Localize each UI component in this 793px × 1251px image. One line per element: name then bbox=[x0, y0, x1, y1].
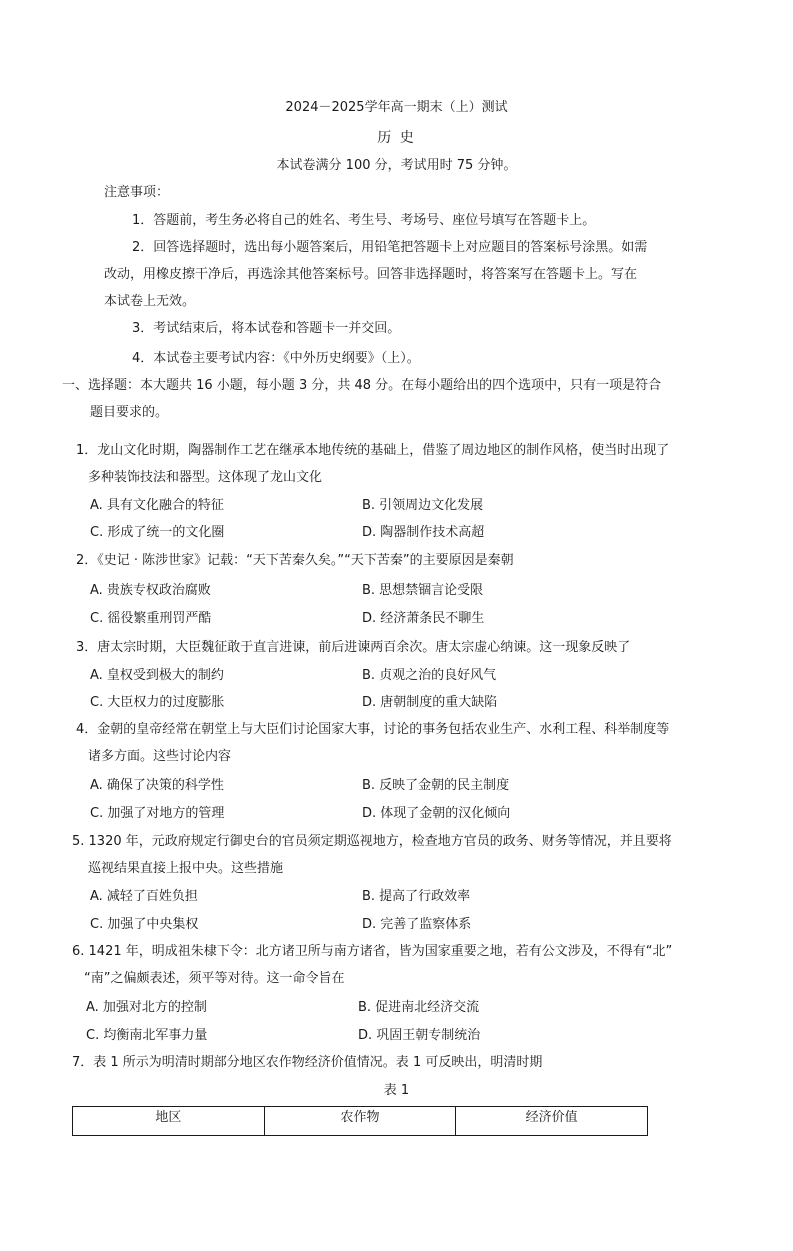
notice-heading: 注意事项： bbox=[104, 185, 170, 200]
question-6-option-c: C. 均衡南北军事力量 bbox=[86, 1028, 208, 1043]
question-1-stem: 1．龙山文化时期，陶器制作工艺在继承本地传统的基础上，借鉴了周边地区的制作风格，使当时出现了 bbox=[76, 443, 670, 458]
question-2-option-a: A. 贵族专权政治腐败 bbox=[90, 583, 211, 598]
question-2-stem: 2．《史记 · 陈涉世家》记载：“天下苦秦久矣。”“天下苦秦”的主要原因是秦朝 bbox=[76, 553, 514, 568]
question-1-option-c: C. 形成了统一的文化圈 bbox=[90, 525, 225, 540]
question-2-option-c: C. 徭役繁重刑罚严酷 bbox=[90, 611, 212, 626]
question-2-option-d: D. 经济萧条民不聊生 bbox=[362, 611, 485, 626]
subject-title: 历 史 bbox=[377, 130, 416, 146]
question-5-stem-cont: 巡视结果直接上报中央。这些措施 bbox=[88, 861, 284, 876]
question-3-option-b: B. 贞观之治的良好风气 bbox=[362, 668, 497, 683]
question-4-option-d: D. 体现了金朝的汉化倾向 bbox=[362, 806, 511, 821]
notice-item-2: 2．回答选择题时，选出每小题答案后，用铅笔把答题卡上对应题目的答案标号涂黑。如需 bbox=[132, 240, 648, 255]
question-5-stem: 5. 1320 年，元政府规定行御史台的官员须定期巡视地方，检查地方官员的政务、财务等情况，并且要将 bbox=[72, 834, 672, 849]
question-5-option-a: A. 减轻了百姓负担 bbox=[90, 889, 198, 904]
question-1-option-b: B. 引领周边文化发展 bbox=[362, 498, 484, 513]
question-5-option-c: C. 加强了中央集权 bbox=[90, 917, 199, 932]
question-6-option-d: D. 巩固王朝专制统治 bbox=[358, 1028, 481, 1043]
question-7-stem: 7．表 1 所示为明清时期部分地区农作物经济价值情况。表 1 可反映出，明清时期 bbox=[72, 1055, 543, 1070]
question-6-stem: 6. 1421 年，明成祖朱棣下令：北方诸卫所与南方诸省，皆为国家重要之地，若有公文涉及，不得有“北” bbox=[72, 944, 673, 959]
notice-item-2-cont: 改动，用橡皮擦干净后，再选涂其他答案标号。回答非选择题时，将答案写在答题卡上。写在 bbox=[104, 267, 638, 282]
question-3-option-c: C. 大臣权力的过度膨胀 bbox=[90, 695, 225, 710]
section-heading-cont: 题目要求的。 bbox=[90, 405, 169, 420]
section-heading: 一、选择题：本大题共 16 小题，每小题 3 分，共 48 分。在每小题给出的四个选项中，只有一项是符合 bbox=[62, 378, 662, 393]
question-4-stem: 4．金朝的皇帝经常在朝堂上与大臣们讨论国家大事，讨论的事务包括农业生产、水利工程、科举制度等 bbox=[76, 722, 670, 737]
question-4-option-b: B. 反映了金朝的民主制度 bbox=[362, 778, 510, 793]
crop-value-table bbox=[72, 1106, 648, 1136]
question-6-option-a: A. 加强对北方的控制 bbox=[86, 1000, 207, 1015]
question-1-option-a: A. 具有文化融合的特征 bbox=[90, 498, 224, 513]
exam-title: 2024－2025学年高一期末（上）测试 bbox=[285, 100, 508, 115]
notice-item-2-cont: 本试卷上无效。 bbox=[104, 294, 196, 309]
notice-item-3: 3．考试结束后，将本试卷和答题卡一并交回。 bbox=[132, 321, 401, 336]
question-4-option-a: A. 确保了决策的科学性 bbox=[90, 778, 224, 793]
question-1-option-d: D. 陶器制作技术高超 bbox=[362, 525, 485, 540]
question-3-option-a: A. 皇权受到极大的制约 bbox=[90, 668, 224, 683]
table-header-row bbox=[73, 1107, 648, 1136]
notice-item-4: 4．本试卷主要考试内容：《中外历史纲要》（上）。 bbox=[132, 351, 420, 366]
table-header-region: 地区 bbox=[73, 1107, 265, 1136]
question-4-option-c: C. 加强了对地方的管理 bbox=[90, 806, 225, 821]
table-caption: 表 1 bbox=[383, 1083, 410, 1098]
exam-info: 本试卷满分 100 分，考试用时 75 分钟。 bbox=[276, 158, 517, 173]
notice-item-1: 1．答题前，考生务必将自己的姓名、考生号、考场号、座位号填写在答题卡上。 bbox=[132, 213, 596, 228]
question-6-option-b: B. 促进南北经济交流 bbox=[358, 1000, 480, 1015]
question-1-stem-cont: 多种装饰技法和器型。这体现了龙山文化 bbox=[88, 470, 323, 485]
table-header-value: 经济价值 bbox=[456, 1107, 648, 1136]
question-3-option-d: D. 唐朝制度的重大缺陷 bbox=[362, 695, 498, 710]
question-5-option-b: B. 提高了行政效率 bbox=[362, 889, 471, 904]
table-header-crop: 农作物 bbox=[264, 1107, 456, 1136]
question-4-stem-cont: 诸多方面。这些讨论内容 bbox=[88, 749, 232, 764]
question-6-stem-cont: “南”之偏颇表述，须平等对待。这一命令旨在 bbox=[84, 971, 345, 986]
question-5-option-d: D. 完善了监察体系 bbox=[362, 917, 472, 932]
question-3-stem: 3．唐太宗时期，大臣魏征敢于直言进谏，前后进谏两百余次。唐太宗虚心纳谏。这一现象反映了 bbox=[76, 640, 631, 655]
question-2-option-b: B. 思想禁锢言论受限 bbox=[362, 583, 484, 598]
